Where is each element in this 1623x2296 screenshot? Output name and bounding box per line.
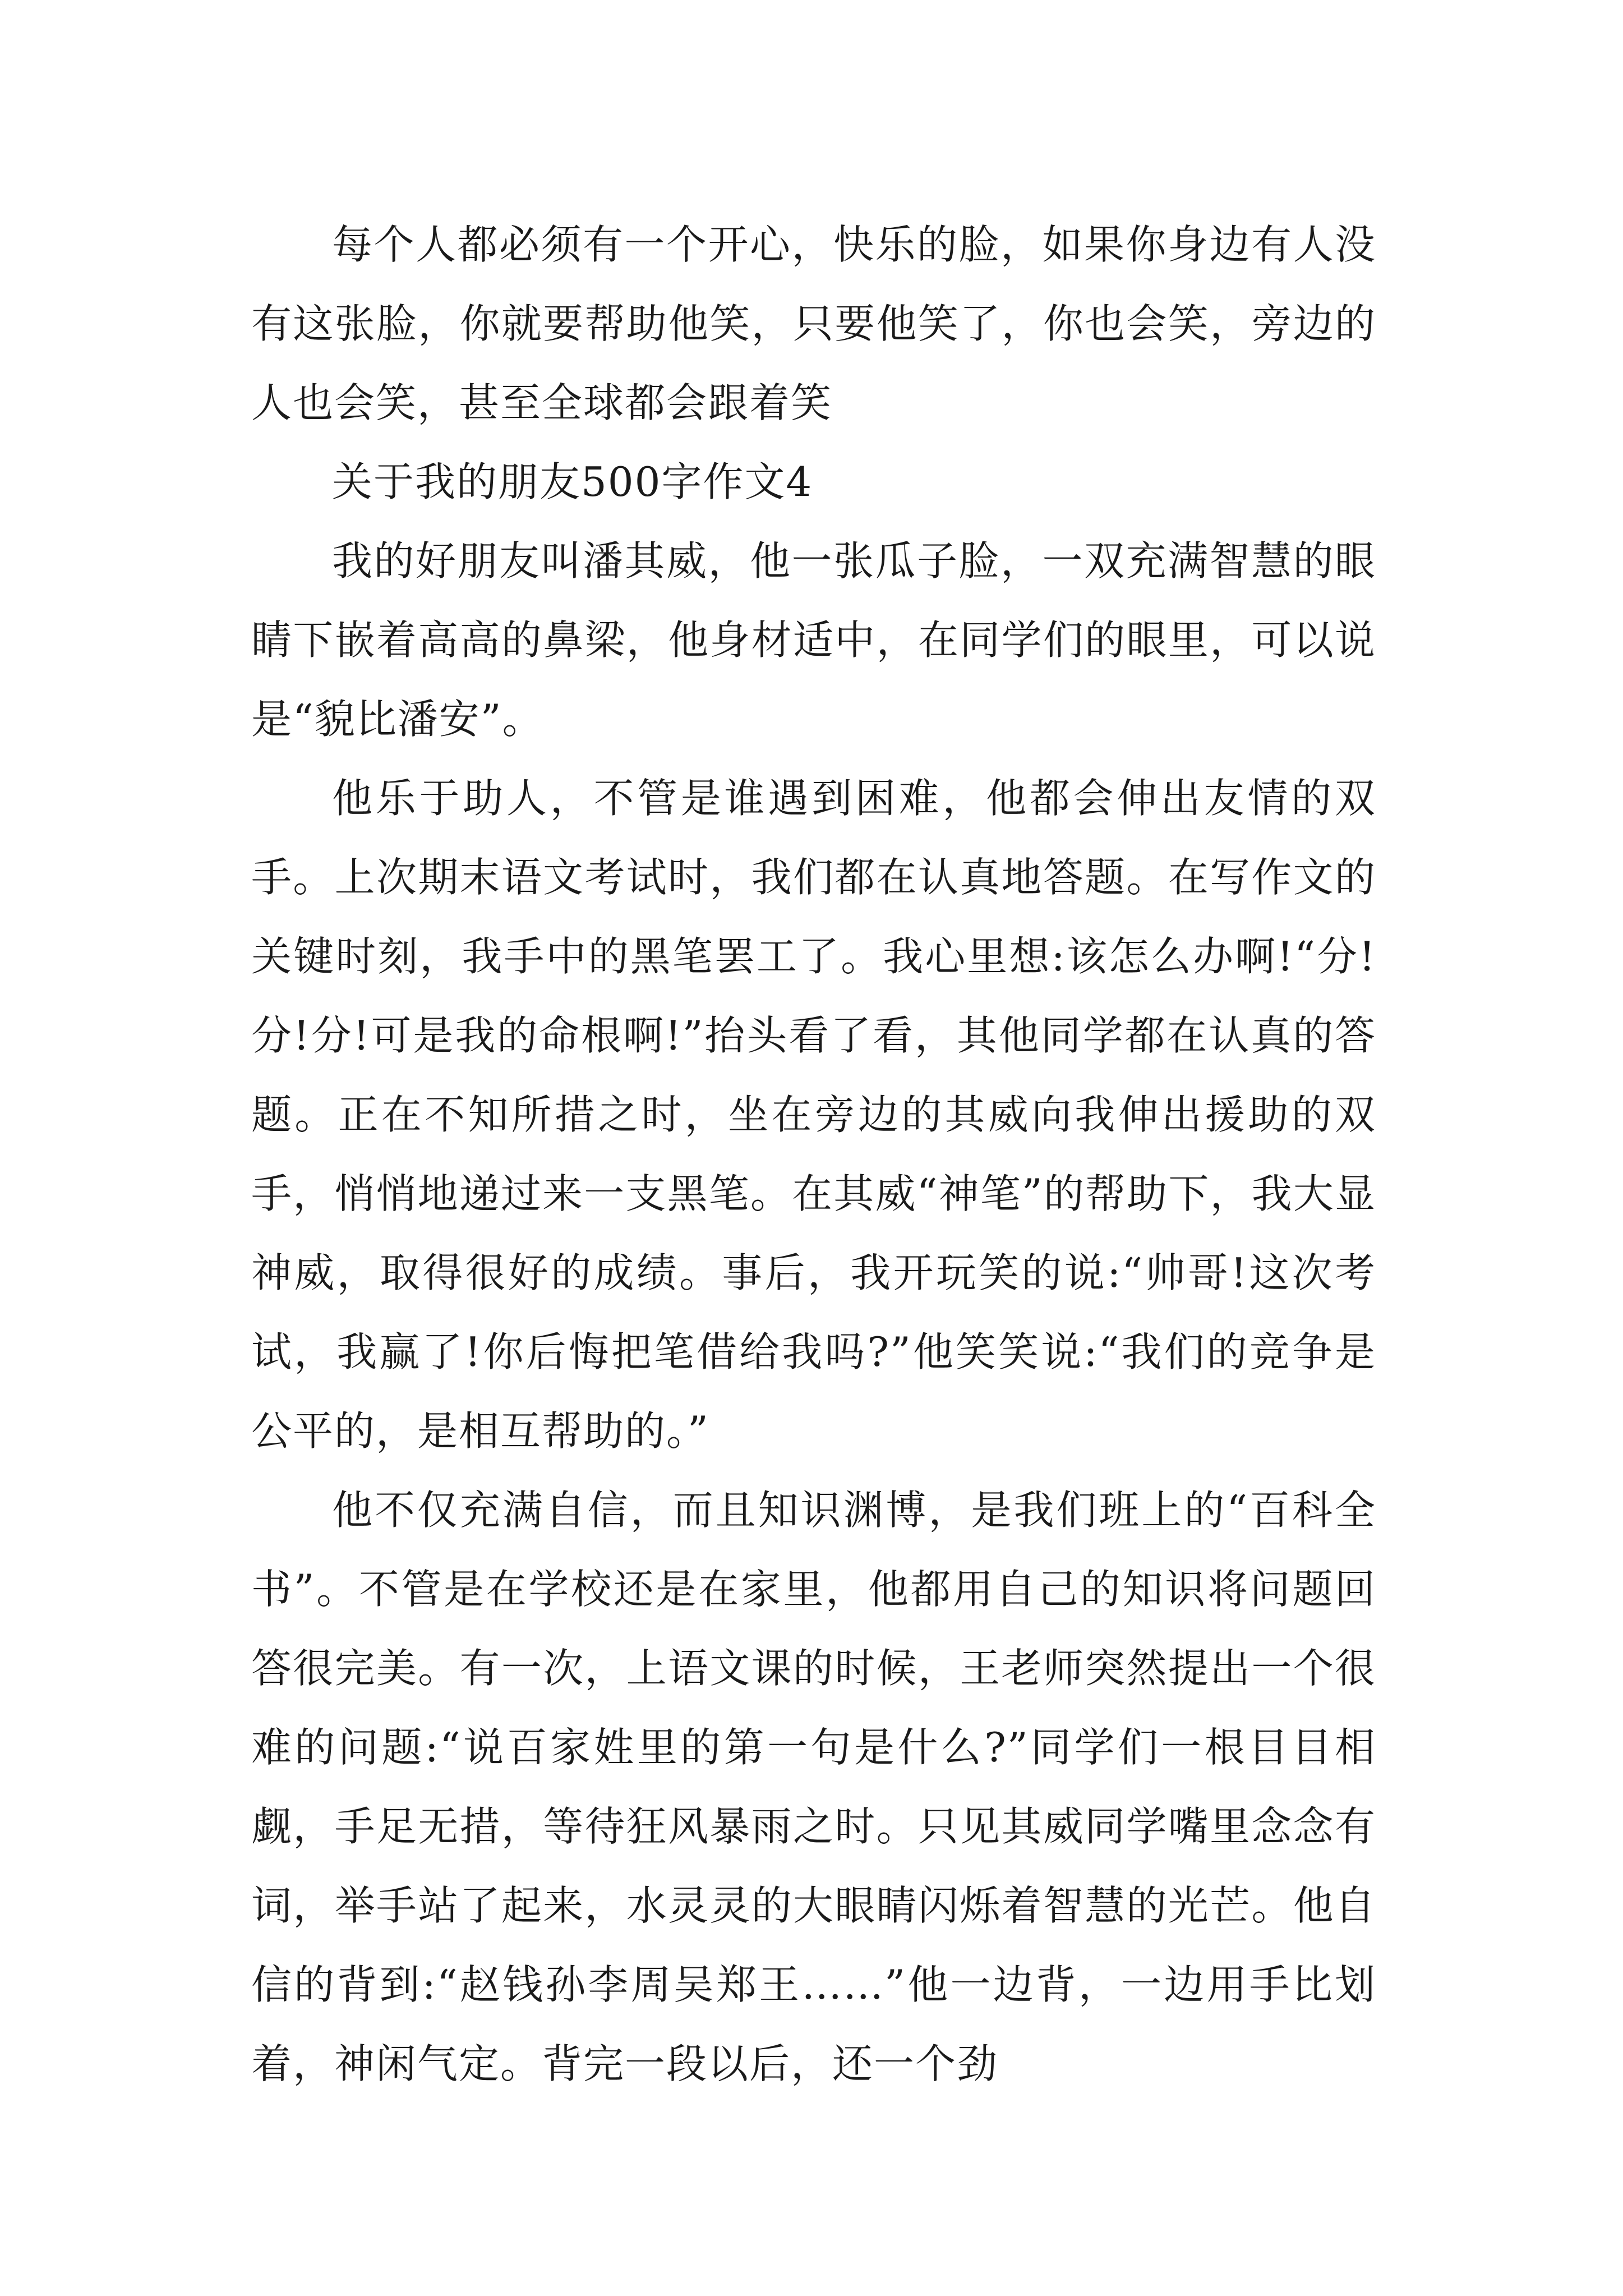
essay-heading: 关于我的朋友500字作文4 [332,458,813,505]
paragraph-exam-help: 他乐于助人，不管是谁遇到困难，他都会伸出友情的双手。上次期末语文考试时，我们都在认真地答题。在写作文的关键时刻，我手中的黑笔罢工了。我心里想:该怎么办啊!“分!分!分!可是我的命根啊!”抬头看了看，其他同学都在认真的答题。正在不知所措之时，坐在旁边的其威向我伸出援助的双手，悄悄地递过来一支黑笔。在其威“神笔”的帮助下，我大显神威，取得很好的成绩。事后，我开玩笑的说:“帅哥!这次考试，我赢了!你后悔把笔借给我吗?”他笑笑说:“我们的竞争是公平的，是相互帮助的。” [251,775,1376,1455]
document-body [251,205,1376,2104]
paragraph-smile: 每个人都必须有一个开心，快乐的脸，如果你身边有人没有这张脸，你就要帮助他笑，只要他笑了，你也会笑，旁边的人也会笑，甚至全球都会跟着笑 [251,221,1376,426]
paragraph-knowledge: 他不仅充满自信，而且知识渊博，是我们班上的“百科全书”。不管是在学校还是在家里，他都用自己的知识将问题回答很完美。有一次，上语文课的时候，王老师突然提出一个很难的问题:“说百家姓里的第一句是什么?”同学们一根目目相觑，手足无措，等待狂风暴雨之时。只见其威同学嘴里念念有词，举手站了起来，水灵灵的大眼睛闪烁着智慧的光芒。他自信的背到:“赵钱孙李周吴郑王……”他一边背，一边用手比划着，神闲气定。背完一段以后，还一个劲 [251,1487,1376,2087]
paragraph-friend-intro: 我的好朋友叫潘其威，他一张瓜子脸，一双充满智慧的眼睛下嵌着高高的鼻梁，他身材适中，在同学们的眼里，可以说是“貌比潘安”。 [251,537,1376,743]
